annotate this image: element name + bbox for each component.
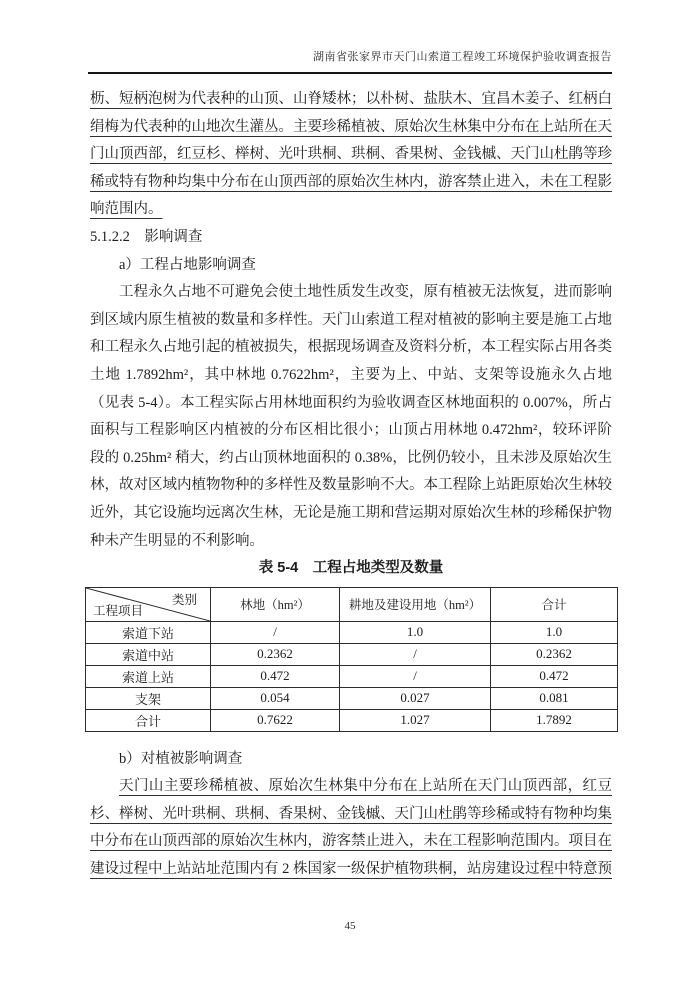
table-cell: 1.0 <box>491 621 618 643</box>
table-cell: 0.2362 <box>211 643 340 665</box>
table-cell: 1.7892 <box>491 709 618 731</box>
header-rule <box>88 72 612 74</box>
table-cell: 0.027 <box>340 687 491 709</box>
paragraph-continued: 枥、短柄泡树为代表种的山顶、山脊矮林；以朴树、盐肤木、宜昌木姜子、红柄白绢梅为代表种的山地次生灌丛。主要珍稀植被、原始次生林集中分布在上站所在天门山顶西部，红豆杉、榉树、光叶珙桐、珙桐、香果树、金钱槭、天门山杜鹃等珍稀或特有物种均集中分布在山顶西部的原始次生林内，游客禁止进入，未在工程影响范围内。 <box>90 91 612 218</box>
column-header-total: 合计 <box>491 587 618 621</box>
corner-cell <box>86 587 211 621</box>
header-title: 湖南省张家界市天门山索道工程竣工环境保护验收调查报告 <box>313 51 612 63</box>
land-use-table <box>85 587 618 732</box>
subsection-a-heading: a）工程占地影响调查 <box>119 256 256 273</box>
column-header-forest: 林地（hm²） <box>211 587 340 621</box>
main-content <box>90 86 612 884</box>
corner-label-category: 类别 <box>171 592 197 607</box>
table-cell: 0.081 <box>491 687 618 709</box>
table-row-label: 索道中站 <box>86 643 211 665</box>
table-row <box>86 621 618 643</box>
table-row-label: 索道上站 <box>86 665 211 687</box>
table-cell: 0.472 <box>211 665 340 687</box>
table-cell: 0.2362 <box>491 643 618 665</box>
table-row <box>86 709 618 731</box>
column-header-farmland: 耕地及建设用地（hm²） <box>340 587 491 621</box>
table-row <box>86 643 618 665</box>
table-row <box>86 665 618 687</box>
table-cell: 1.0 <box>340 621 491 643</box>
table-caption: 表 5-4 工程占地类型及数量 <box>258 560 444 577</box>
corner-label-project: 工程项目 <box>93 603 144 618</box>
table-cell: 1.027 <box>340 709 491 731</box>
table-row-label: 合计 <box>86 709 211 731</box>
table-cell: / <box>211 621 340 643</box>
table-row <box>86 687 618 709</box>
table-cell: / <box>340 665 491 687</box>
subsection-b-heading: b）对植被影响调查 <box>119 750 243 767</box>
table-row-label: 索道下站 <box>86 621 211 643</box>
table-cell: / <box>340 643 491 665</box>
table-cell: 0.054 <box>211 687 340 709</box>
section-heading-5-1-2-2: 5.1.2.2 影响调查 <box>90 228 203 245</box>
table-row-label: 支架 <box>86 687 211 709</box>
paragraph-a: 工程永久占地不可避免会使土地性质发生改变，原有植被无法恢复，进而影响到区域内原生植被的数量和多样性。天门山索道工程对植被的影响主要是施工占地和工程永久占地引起的植被损失，根据现场调查及资料分析，本工程实际占用各类土地 1.7892hm²，其中林地 0.7622hm²，主要为上、中站、支架等设施永久占地（见表 5-4）。本工程实际占用林地面积约为验收调查区林地面积的 0.007%，所占面积与工程影响区内植被的分布区相比很小；山顶占用林地 0.472hm²，较环评阶段的 0.25hm² 稍大，约占山顶林地面积的 0.38%，比例仍较小，且未涉及原始次生林，故对区域内植物物种的多样性及数量影响不大。本工程除上站距原始次生林较近外，其它设施均远离次生林，无论是施工期和营运期对原始次生林的珍稀保护物种未产生明显的不利影响。 <box>90 284 612 549</box>
table-header-row <box>86 587 618 621</box>
page-number: 45 <box>344 920 356 932</box>
table-cell: 0.7622 <box>211 709 340 731</box>
table-cell: 0.472 <box>491 665 618 687</box>
paragraph-b: 天门山主要珍稀植被、原始次生林集中分布在上站所在天门山顶西部，红豆杉、榉树、光叶珙桐、珙桐、香果树、金钱槭、天门山杜鹃等珍稀或特有物种均集中分布在山顶西部的原始次生林内，游客禁止进入，未在工程影响范围内。项目在建设过程中上站站址范围内有 2 株国家一级保护植物珙桐，站房建设过程中特意预 <box>90 778 612 878</box>
page-header <box>88 48 612 64</box>
